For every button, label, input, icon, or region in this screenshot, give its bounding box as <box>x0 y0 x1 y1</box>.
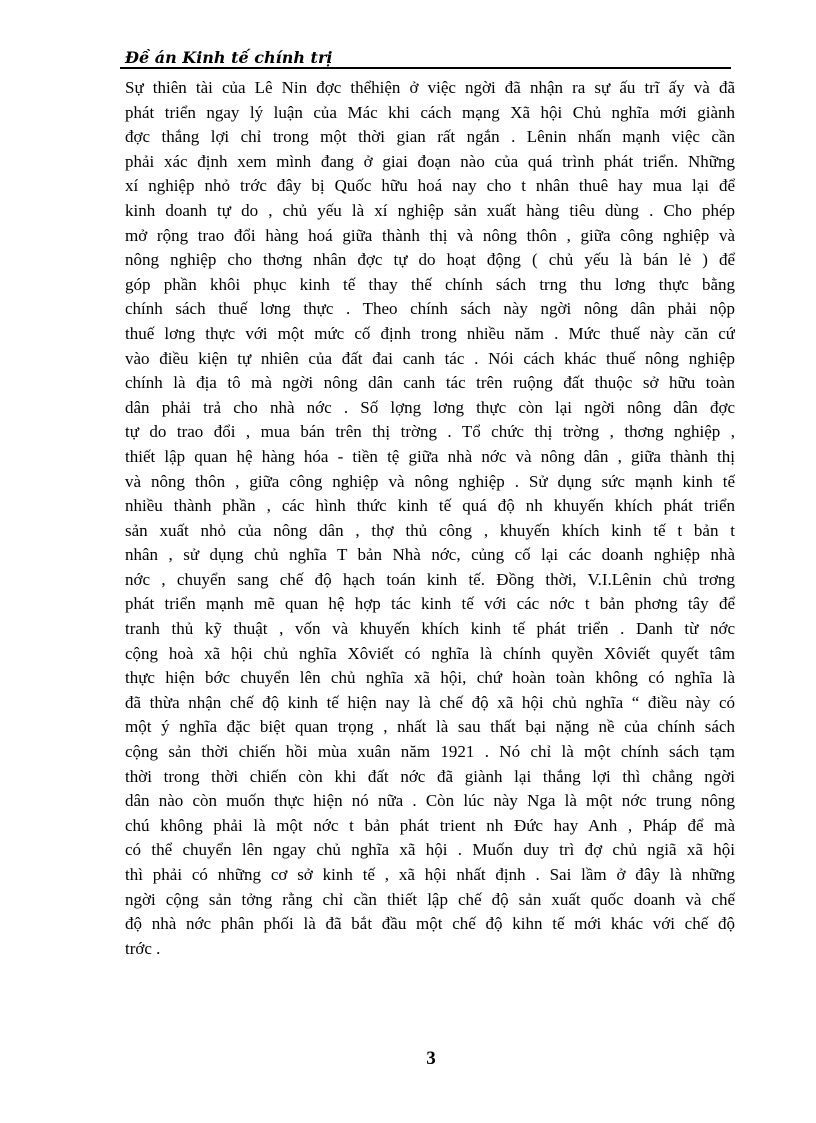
body-line: thuế lơng thực với một mức cố định trong nhiều năm . Mức thuế này căn cứ <box>125 323 735 343</box>
body-line: thì phải có những cơ sở kinh tế , xã hội nhất định . Sai lầm ở đây là những <box>125 865 735 884</box>
body-line: tự do trao đổi , mua bán trên thị trờng . Tổ chức thị trờng , thơng nghiệp , <box>125 422 735 442</box>
body-line: dân phải trả cho nhà nớc . Số lợng lơng thực còn lại ngời nông dân đợc <box>125 397 735 417</box>
body-line: phát triển ngay lý luận của Mác khi cách mạng Xã hội Chủ nghĩa mới giành <box>125 102 735 122</box>
body-line: phát triển mạnh mẽ quan hệ hợp tác kinh tế với các nớc t bản phơng tây để <box>125 594 735 614</box>
header-title: Đề án Kinh tế chính trị <box>125 48 333 67</box>
body-line: đợc thắng lợi chỉ trong một thời gian rất ngắn . Lênin nhấn mạnh việc cần <box>125 127 735 147</box>
body-line: ngời cộng sản tởng rằng chỉ cần thiết lập chế độ sản xuất quốc doanh và chế <box>125 889 735 909</box>
body-line: tranh thủ kỹ thuật , vốn và khuyến khích kinh tế phát triển . Danh từ nớc <box>125 619 735 639</box>
body-line: cộng sản thời chiến hồi mùa xuân năm 1921 . Nó chỉ là một chính sách tạm <box>125 742 735 762</box>
body-line: nông nghiệp cho thơng nhân đợc tự do hoạt động ( chủ yếu là bán lẻ ) để <box>125 250 735 270</box>
body-line: và nông thôn , giữa công nghiệp và nông nghiệp . Sử dụng sức mạnh kinh tế <box>125 471 735 491</box>
body-line: thời trong thời chiến còn khi đất nớc đã giành lại thắng lợi thì chẳng ngời <box>125 766 735 786</box>
body-line: chính là địa tô mà ngời nông dân canh tác trên ruộng đất thuộc sở hữu toàn <box>125 373 735 393</box>
body-line: nhiều thành phần , các hình thức kinh tế quá độ nh khuyến khích phát triển <box>125 496 735 516</box>
body-line: đã thừa nhận chế độ kinh tế hiện nay là chế độ xã hội chủ nghĩa “ điều này có <box>125 692 735 712</box>
body-line: chính sách thuế lơng thực . Theo chính sách này ngời nông dân phải nộp <box>125 299 735 319</box>
body-line: góp phần khôi phục kinh tế thay thế chính sách trng thu lơng thực bằng <box>125 274 735 294</box>
body-line: trớc . <box>125 938 161 958</box>
body-line: Sự thiên tài của Lê Nin đợc thểhiện ở việc ngời đã nhận ra sự ấu trĩ ấy và đã <box>125 78 735 97</box>
header-rule <box>120 67 731 69</box>
body-line: sản xuất nhỏ của nông dân , thợ thủ công , khuyến khích kinh tế t bản t <box>125 520 735 540</box>
body-line: nhân , sử dụng chủ nghĩa T bản Nhà nớc, củng cố lại các doanh nghiệp nhà <box>125 545 735 565</box>
body-line: cộng hoà xã hội chủ nghĩa Xôviết có nghĩa là chính quyền Xôviết quyết tâm <box>125 643 735 663</box>
body-line: phải xác định xem mình đang ở giai đoạn nào của quá trình phát triển. Những <box>125 151 735 171</box>
body-line: một ý nghĩa đặc biệt quan trọng , nhất là sau thất bại nặng nề của chính sách <box>125 717 735 737</box>
body-line: dân nào còn muốn thực hiện nó nữa . Còn lúc này Nga là một nớc trung nông <box>125 791 735 811</box>
page-number: 3 <box>426 1048 436 1069</box>
body-line: nớc , chuyển sang chế độ hạch toán kinh tế. Đồng thời, V.I.Lênin chủ trơng <box>125 569 735 589</box>
body-line: vào điều kiện tự nhiên của đất đai canh tác . Nói cách khác thuế nông nghiệp <box>125 348 735 368</box>
body-line: thiết lập quan hệ hàng hóa - tiền tệ giữa nhà nớc và nông dân , giữa thành thị <box>125 446 735 466</box>
body-line: xí nghiệp nhỏ trớc đây bị Quốc hữu hoá nay cho t nhân thuê hay mua lại để <box>125 176 735 196</box>
body-line: thực hiện bớc chuyển lên chủ nghĩa xã hội, chứ hoàn toàn không có nghĩa là <box>125 668 735 688</box>
body-paragraph <box>125 76 735 961</box>
body-line: có thể chuyển lên ngay chủ nghĩa xã hội . Muốn duy trì đợ chủ ngiã xã hội <box>125 840 735 860</box>
body-line: chú không phải là một nớc t bản phát trient nh Đức hay Anh , Pháp để mà <box>125 815 735 835</box>
page-header <box>120 48 731 72</box>
body-line: độ nhà nớc phân phối là đã bắt đầu một chế độ kihn tế mới khác với chế độ <box>125 914 735 934</box>
body-line: kinh doanh tự do , chủ yếu là xí nghiệp sản xuất hàng tiêu dùng . Cho phép <box>125 200 735 220</box>
body-line: mở rộng trao đổi hàng hoá giữa thành thị và nông thôn , giữa công nghiệp và <box>125 225 735 245</box>
